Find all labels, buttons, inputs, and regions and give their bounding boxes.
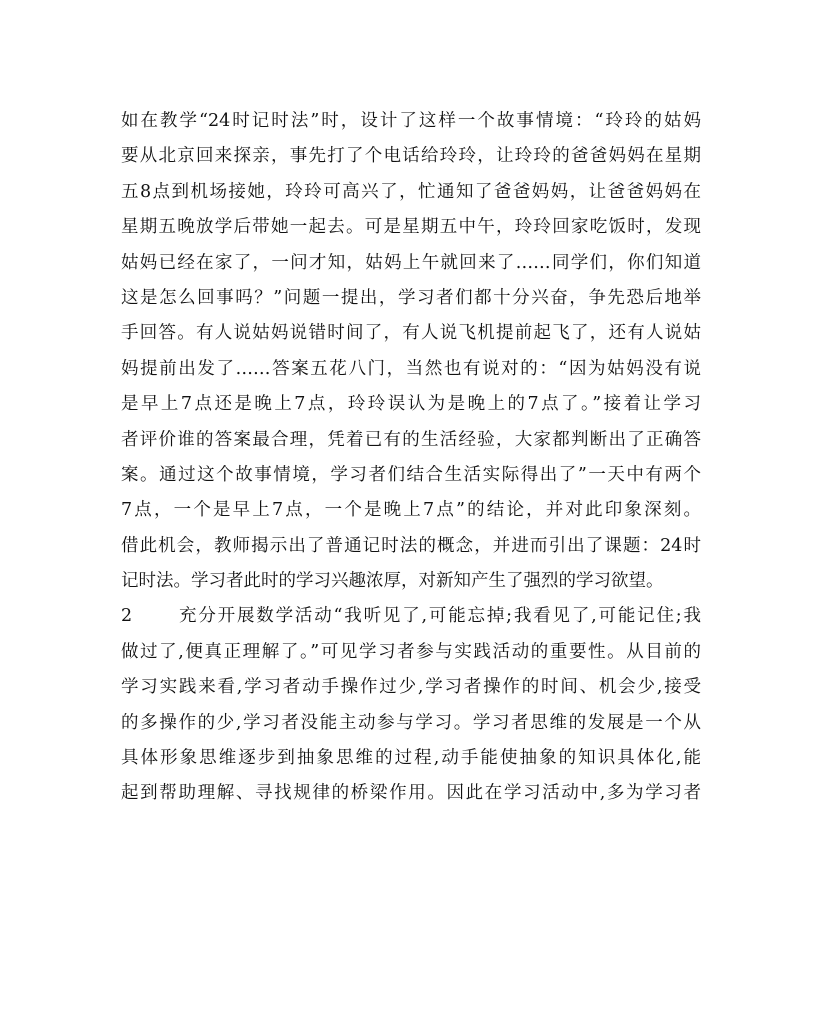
section-heading-line xyxy=(121,599,701,634)
text-line: 者评价谁的答案最合理，凭着已有的生活经验，大家都判断出了正确答 xyxy=(121,429,701,450)
section-first-line: 充分开展数学活动“我听见了,可能忘掉;我看见了,可能记住;我 xyxy=(179,606,701,627)
text-line: 要从北京回来探亲，事先打了个电话给玲玲，让玲玲的爸爸妈妈在星期 xyxy=(121,146,701,167)
text-line: 案。通过这个故事情境，学习者们结合生活实际得出了”一天中有两个 xyxy=(121,464,701,485)
text-line: 五8点到机场接她，玲玲可高兴了，忙通知了爸爸妈妈，让爸爸妈妈在 xyxy=(121,181,701,202)
text-line: 妈提前出发了……答案五花八门，当然也有说对的：“因为姑妈没有说 xyxy=(121,358,701,379)
text-line: 记时法。学习者此时的学习兴趣浓厚，对新知产生了强烈的学习欲望。 xyxy=(121,571,664,592)
text-line: 姑妈已经在家了，一问才知，姑妈上午就回来了……同学们，你们知道 xyxy=(121,252,701,273)
text-line: 7点，一个是早上7点，一个是晚上7点”的结论，并对此印象深刻。 xyxy=(121,500,701,521)
text-line: 星期五晚放学后带她一起去。可是星期五中午，玲玲回家吃饭时，发现 xyxy=(121,217,701,238)
text-line: 这是怎么回事吗？”问题一提出，学习者们都十分兴奋，争先恐后地举 xyxy=(121,287,701,308)
text-line: 的多操作的少,学习者没能主动参与学习。学习者思维的发展是一个从 xyxy=(121,712,701,733)
body-text xyxy=(121,104,701,812)
text-line: 如在教学“24时记时法”时，设计了这样一个故事情境：“玲玲的姑妈 xyxy=(121,111,701,131)
text-line: 手回答。有人说姑妈说错时间了，有人说飞机提前起飞了，还有人说姑 xyxy=(121,323,701,344)
text-line: 起到帮助理解、寻找规律的桥梁作用。因此在学习活动中,多为学习者 xyxy=(121,783,701,804)
text-line: 做过了,便真正理解了。”可见学习者参与实践活动的重要性。从目前的 xyxy=(121,641,701,662)
text-line: 是早上7点还是晚上7点，玲玲误认为是晚上的7点了。”接着让学习 xyxy=(121,394,701,415)
text-line: 借此机会，教师揭示出了普通记时法的概念，并进而引出了课题：24时 xyxy=(121,535,701,556)
section-number: 2 xyxy=(121,606,133,627)
text-line: 具体形象思维逐步到抽象思维的过程,动手能使抽象的知识具体化,能 xyxy=(121,748,701,769)
text-line: 学习实践来看,学习者动手操作过少,学习者操作的时间、机会少,接受 xyxy=(121,677,701,698)
